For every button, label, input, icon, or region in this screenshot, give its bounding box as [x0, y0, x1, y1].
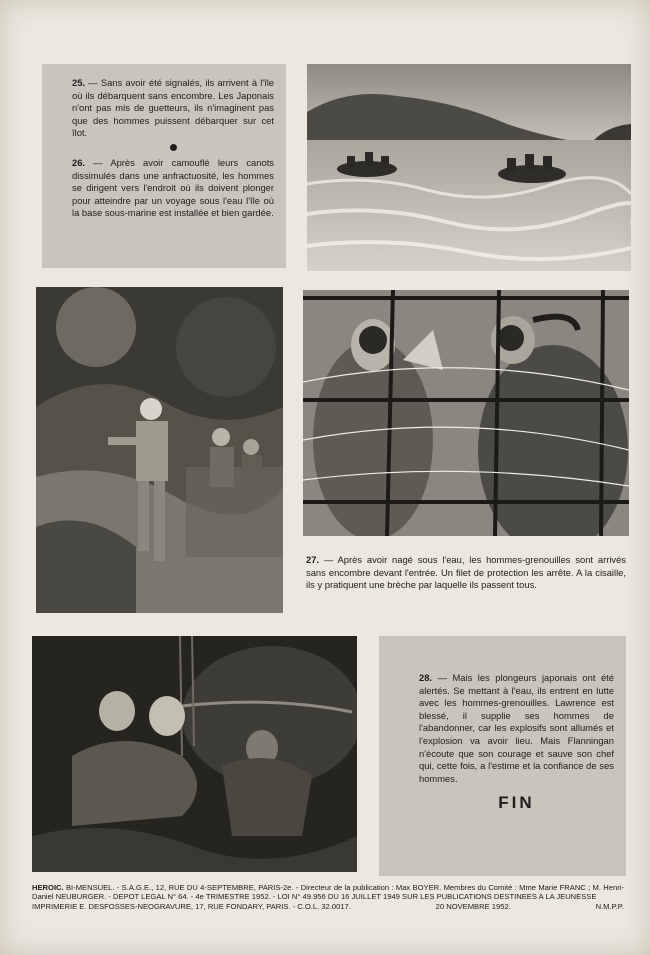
separator-dot — [170, 144, 177, 151]
number-28: 28. — [419, 672, 433, 683]
legal-footer — [32, 883, 624, 911]
photo-divers-net — [303, 290, 629, 536]
brand-name: HEROIC. — [32, 883, 64, 892]
footer-lines — [32, 883, 624, 902]
photo-island-landing — [307, 64, 631, 271]
text-25: — Sans avoir été signalés, ils arrivent à l'île où ils débarquent sans encombre. Les Japonais n'ont pas mis de guetteurs, ils n'imaginent pas que des hommes puissent débarquer sur cet îlot. — [72, 77, 274, 139]
fin-label: FIN — [498, 793, 535, 813]
text-28: — Mais les plongeurs japonais ont été alertés. Se mettant à l'eau, ils entrent en lutte avec les hommes-grenouilles. Lawrence est blessé, il supplie ses hommes de l'abandonner, car les explosifs sont allumés et l'explosion va avoir lieu. Mais Flanningan n'écoute que son courage et sauve son chef qui, cette fois, a l'estime et la confiance de ses hommes. — [419, 672, 615, 784]
footer-nmpp: N.M.P.P. — [595, 901, 624, 911]
text-26: — Après avoir camouflé leurs canots dissimulés dans une anfractuosité, les hommes se dirigent vers l'endroit où ils doivent plonger pour atteindre par un voyage sous l'eau l'île où la base sous-marine est installée et bien gardée. — [72, 156, 274, 219]
footer-printer-row — [32, 902, 624, 911]
photo-commandos-jungle — [36, 287, 283, 613]
text-27: — Après avoir nagé sous l'eau, les hommes-grenouilles sont arrivés sans encombre devant l'entrée. Un filet de protection les arrête. A la cisaille, ils y pratiquent une brèche par laquelle ils passent tous. — [306, 554, 626, 591]
number-27: 27. — [306, 554, 320, 565]
paragraph-28 — [419, 672, 614, 785]
panel-28-text — [379, 636, 626, 876]
number-25: 25. — [72, 77, 86, 88]
footer-publication-info: BI-MENSUEL. - S.A.G.E., 12, RUE DU 4-SEPTEMBRE, PARIS-2e. - Directeur de la publication : Max BOYER. Membres du Comité : Mme Marie FRANC ; M. Henri-Daniel NEUBURGER. - DEPOT LEGAL N° 64. - 4e TRIMESTRE 1952. - LOI N° 49.956 DU 16 JUILLET 1949 SUR LES PUBLICATIONS DESTINEES A LA JEUNESSE — [32, 883, 624, 902]
footer-printer: IMPRIMERIE E. DESFOSSES-NEOGRAVURE, 17, RUE FONDARY, PARIS. - C.O.L. 32.0017. — [32, 901, 351, 911]
photo-underwater-fight — [32, 636, 357, 872]
caption-27 — [306, 554, 626, 592]
footer-date: 20 NOVEMBRE 1952. — [435, 901, 511, 911]
paragraph-26 — [72, 157, 274, 220]
panel-25-26-text — [42, 64, 286, 268]
number-26: 26. — [72, 156, 86, 168]
paragraph-25 — [72, 77, 274, 140]
